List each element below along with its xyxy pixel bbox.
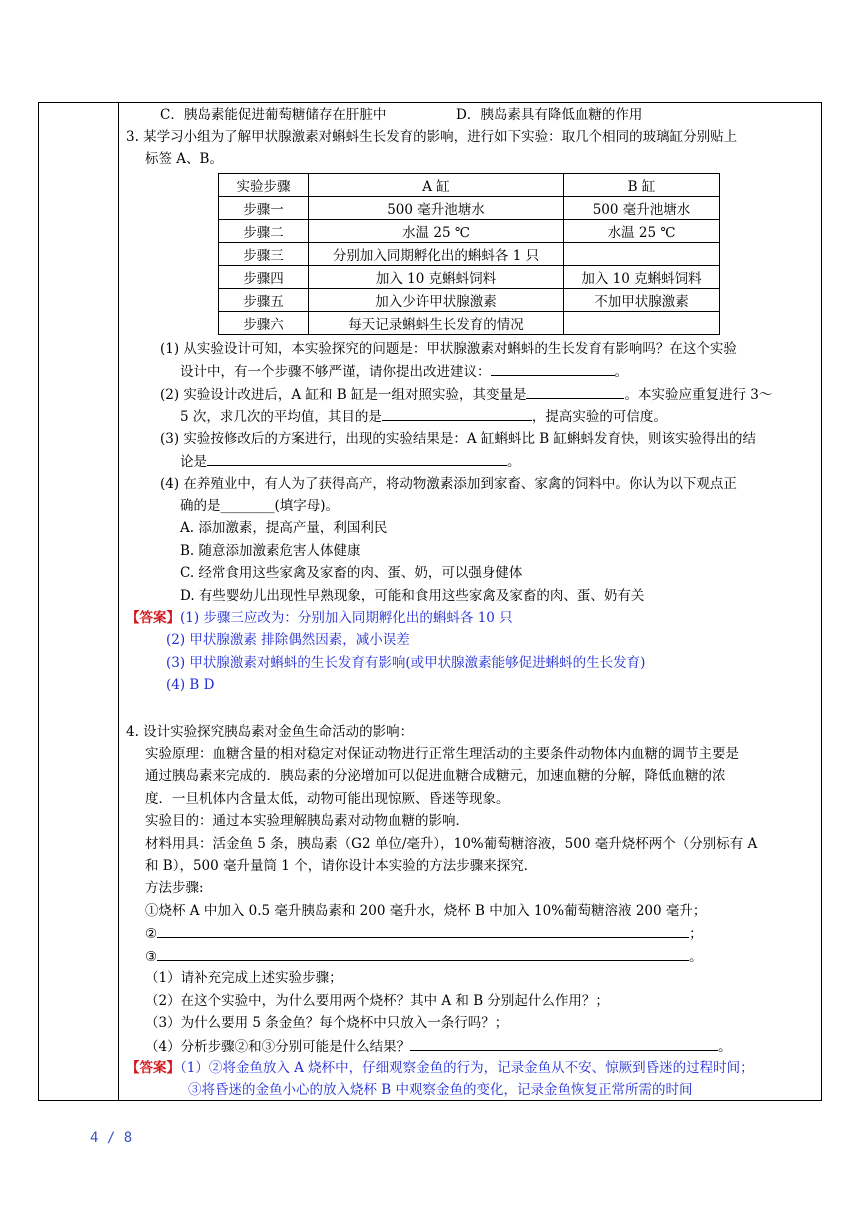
table-cell: 加入 10 克蝌蚪饲料 [309, 266, 564, 289]
q4-step1: ①烧杯 A 中加入 0.5 毫升胰岛素和 200 毫升水，烧杯 B 中加入 10%葡萄糖溶液 200 毫升； [145, 903, 707, 919]
table-cell: 加入少许甲状腺激素 [309, 289, 564, 312]
experiment-table [218, 173, 720, 335]
step2-marker: ② [145, 926, 158, 942]
q3-sub2-text: (2) 实验设计改进后，A 缸和 B 缸是一组对照实验，其变量是 [160, 387, 527, 403]
q3-intro-line2: 标签 A、B。 [145, 151, 223, 167]
q3-sub1-text: 设计中，有一个步骤不够严谨，请你提出改进建议： [180, 364, 491, 380]
q3-sub2-text-b: 5 次，求几次的平均值，其目的是 [180, 409, 382, 425]
table-cell: 步骤四 [219, 266, 309, 289]
step2-end: ； [689, 926, 703, 942]
table-row [219, 243, 720, 266]
option-d: D．胰岛素具有降低血糖的作用 [456, 107, 643, 123]
column-divider-right [821, 102, 822, 1101]
table-row [219, 289, 720, 312]
table-row [219, 220, 720, 243]
table-cell: 水温 25 ℃ [309, 220, 564, 243]
table-cell: 步骤六 [219, 312, 309, 335]
table-cell: 步骤三 [219, 243, 309, 266]
table-row [219, 197, 720, 220]
table-cell [564, 243, 720, 266]
q4-question-4 [145, 1036, 732, 1057]
q3-answer-4: (4) B D [166, 677, 215, 693]
step3-end: 。 [689, 949, 703, 965]
q4-question-4-text: （4）分析步骤②和③分别可能是什么结果？ [145, 1039, 411, 1055]
table-header-cell: A 缸 [309, 174, 564, 197]
q3-sub1-line2 [180, 361, 628, 382]
q3-sub4-line2: 确的是________(填字母)。 [180, 498, 340, 514]
table-header-cell: B 缸 [564, 174, 720, 197]
q4-purpose: 实验目的：通过本实验理解胰岛素对动物血糖的影响． [145, 813, 469, 829]
q4-question-2: （2）在这个实验中，为什么要用两个烧杯？其中 A 和 B 分别起什么作用？； [145, 993, 609, 1009]
table-cell [564, 312, 720, 335]
answer-blank [157, 923, 689, 938]
option-c: C．胰岛素能促进葡萄糖储存在肝脏中 [160, 107, 387, 123]
q3-answer-3: (3) 甲状腺激素对蝌蚪的生长发育有影响(或甲状腺激素能够促进蝌蚪的生长发育) [166, 655, 646, 671]
table-header-row [219, 174, 720, 197]
page-number: 4 / 8 [90, 1130, 133, 1146]
answer-blank [207, 451, 507, 466]
table-cell: 500 毫升池塘水 [309, 197, 564, 220]
q4-materials-1: 材料用具：活金鱼 5 条，胰岛素（G2 单位/毫升），10%葡萄糖溶液，500 毫升烧杯两个（分别标有 A [145, 836, 758, 852]
q3-option-a: A. 添加激素，提高产量，利国利民 [180, 520, 388, 536]
table-header-cell: 实验步骤 [219, 174, 309, 197]
q3-sub3-line2 [180, 451, 521, 472]
q3-answer-2: (2) 甲状腺激素 排除偶然因素，减小误差 [166, 632, 410, 648]
q3-sub2-text-end: 。本实验应重复进行 3～ [624, 387, 773, 403]
answer-tag: 【答案】 [126, 610, 180, 626]
q4-question-1: （1）请补充完成上述实验步骤； [145, 970, 343, 986]
q3-option-c: C. 经常食用这些家禽及家畜的肉、蛋、奶，可以强身健体 [180, 565, 523, 581]
q3-option-b: B. 随意添加激素危害人体健康 [180, 543, 361, 559]
q4-step2 [145, 923, 703, 944]
table-cell: 分别加入同期孵化出的蝌蚪各 1 只 [309, 243, 564, 266]
q3-sub2-text-b-end: ，提高实验的可信度。 [531, 409, 667, 425]
q4-materials-2: 和 B），500 毫升量筒 1 个，请你设计本实验的方法步骤来探究． [145, 858, 538, 874]
q3-sub2-line1 [160, 384, 772, 405]
q4-method: 方法步骤: [145, 880, 204, 896]
q4-principle-2: 通过胰岛素来完成的．胰岛素的分泌增加可以促进血糖合成糖元，加速血糖的分解，降低血糖的浓 [145, 768, 726, 784]
q4-answer-2: ③将昏迷的金鱼小心的放入烧杯 B 中观察金鱼的变化，记录金鱼恢复正常所需的时间 [188, 1082, 693, 1098]
q3-answer-line1 [126, 608, 513, 628]
q3-sub3-end: 。 [507, 454, 521, 470]
table-row [219, 266, 720, 289]
q3-sub1-end: 。 [614, 364, 628, 380]
q4-answer-1: （1）②将金鱼放入 A 烧杯中，仔细观察金鱼的行为，记录金鱼从不安、惊厥到昏迷的过程时间； [180, 1060, 754, 1076]
q3-sub2-line2 [180, 406, 667, 427]
table-cell: 500 毫升池塘水 [564, 197, 720, 220]
column-divider-left [118, 102, 119, 1101]
q4-principle-3: 度．一旦机体内含量太低，动物可能出现惊厥、昏迷等现象。 [145, 791, 510, 807]
table-cell: 步骤五 [219, 289, 309, 312]
answer-blank [491, 361, 615, 376]
q4-question-3: （3）为什么要用 5 条金鱼？每个烧杯中只放入一条行吗？； [145, 1015, 509, 1031]
q4-step3 [145, 946, 703, 967]
q3-intro-line1: 3. 某学习小组为了解甲状腺激素对蝌蚪生长发育的影响，进行如下实验：取几个相同的玻璃缸分别贴上 [126, 129, 738, 145]
q3-sub1-line1: (1) 从实验设计可知，本实验探究的问题是：甲状腺激素对蝌蚪的生长发育有影响吗？在这个实验 [160, 341, 737, 357]
table-cell: 每天记录蝌蚪生长发育的情况 [309, 312, 564, 335]
q4-principle-1: 实验原理：血糖含量的相对稳定对保证动物进行正常生理活动的主要条件动物体内血糖的调节主要是 [145, 746, 739, 762]
q4-question-4-end: 。 [718, 1039, 732, 1055]
q3-sub3-line1: (3) 实验按修改后的方案进行，出现的实验结果是：A 缸蝌蚪比 B 缸蝌蚪发育快，则该实验得出的结 [160, 431, 756, 447]
table-cell: 步骤一 [219, 197, 309, 220]
answer-tag: 【答案】 [126, 1060, 180, 1076]
q3-sub3-text: 论是 [180, 454, 207, 470]
answer-blank [410, 1036, 718, 1051]
table-cell: 水温 25 ℃ [564, 220, 720, 243]
q4-answer-line1 [126, 1058, 754, 1078]
q3-sub4-line1: (4) 在养殖业中，有人为了获得高产，将动物激素添加到家畜、家禽的饲料中。你认为以下观点正 [160, 476, 737, 492]
q3-option-d: D. 有些婴幼儿出现性早熟现象，可能和食用这些家禽及家畜的肉、蛋、奶有关 [180, 588, 645, 604]
table-cell: 步骤二 [219, 220, 309, 243]
q3-answer-1: (1) 步骤三应改为：分别加入同期孵化出的蝌蚪各 10 只 [180, 610, 513, 626]
answer-blank [526, 384, 624, 399]
table-row [219, 312, 720, 335]
table-cell: 不加甲状腺激素 [564, 289, 720, 312]
table-cell: 加入 10 克蝌蚪饲料 [564, 266, 720, 289]
q4-title: 4. 设计实验探究胰岛素对金鱼生命活动的影响： [126, 724, 414, 740]
answer-blank [157, 946, 689, 961]
answer-blank [382, 406, 532, 421]
step3-marker: ③ [145, 949, 158, 965]
